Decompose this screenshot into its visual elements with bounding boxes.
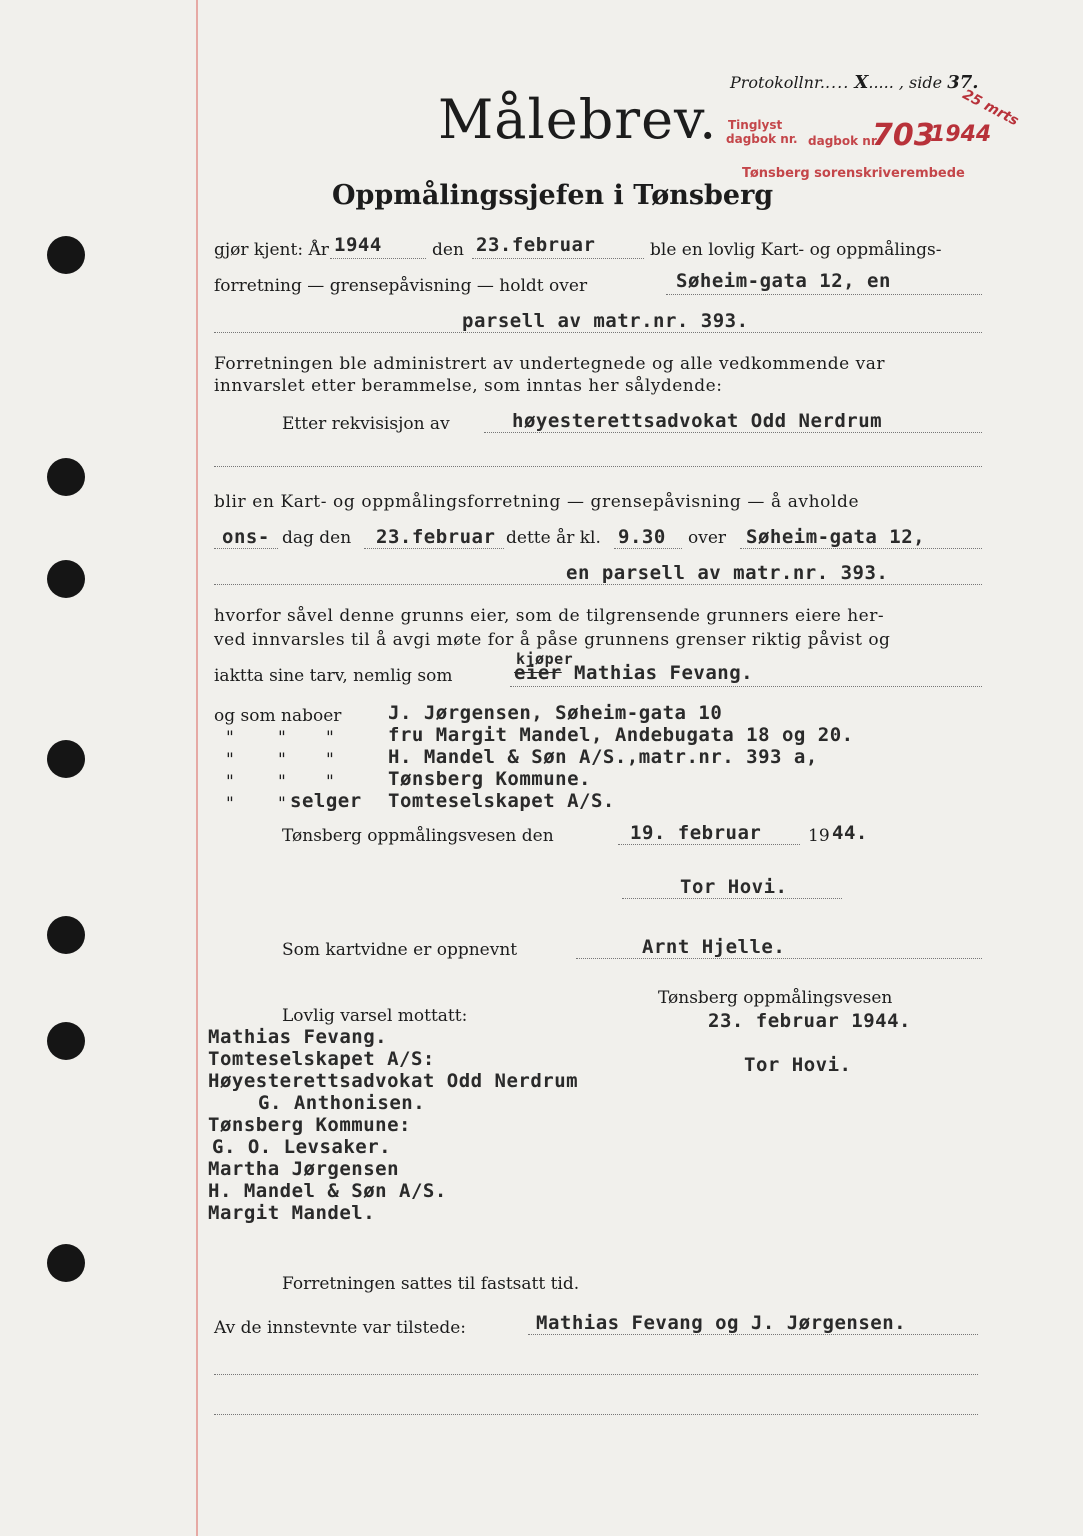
dated-year-suffix: 44. — [832, 822, 868, 844]
document-subtitle: Oppmålingssjefen i Tønsberg — [332, 180, 774, 211]
nabo-row: Tomteselskapet A/S. — [388, 790, 615, 812]
varsel-name: H. Mandel & Søn A/S. — [208, 1180, 447, 1202]
iaktta-label: iaktta sine tarv, nemlig som — [214, 666, 453, 686]
iaktta-value: Mathias Fevang. — [574, 662, 754, 684]
fill-line — [666, 294, 982, 295]
fill-line — [472, 258, 644, 259]
document-title: Målebrev. — [438, 88, 718, 151]
closing-label: Av de innstevnte var tilstede: — [214, 1318, 467, 1338]
fill-line — [510, 686, 982, 687]
side-label: , side — [898, 73, 943, 92]
para2-place-1: Søheim-gata 12, — [746, 526, 926, 548]
margin-rule — [196, 0, 198, 1536]
para2-label-aar: dette år kl. — [506, 528, 601, 548]
fill-line — [364, 548, 504, 549]
varsel-name: G. Anthonisen. — [258, 1092, 426, 1114]
varsel-name: Høyesterettsadvokat Odd Nerdrum — [208, 1070, 579, 1092]
nabo-row: fru Margit Mandel, Andebugata 18 og 20. — [388, 724, 854, 746]
fill-line — [622, 898, 842, 899]
fill-line — [214, 584, 982, 585]
closing-line1: Forretningen sattes til fastsatt tid. — [282, 1274, 580, 1294]
fill-line — [484, 432, 982, 433]
intro-label-4: forretning — grensepåvisning — holdt over — [214, 276, 588, 296]
punch-hole — [47, 740, 85, 778]
punch-hole — [47, 560, 85, 598]
fill-line — [614, 548, 682, 549]
ditto-mark: " — [226, 750, 234, 770]
fill-line — [214, 466, 982, 467]
kartvidne-value: Arnt Hjelle. — [642, 936, 786, 958]
ditto-mark: " — [278, 750, 286, 770]
dated-year-prefix: 19 — [808, 826, 830, 846]
intro-label-1: gjør kjent: År — [214, 240, 329, 260]
intro-place-2: parsell av matr.nr. 393. — [462, 310, 749, 332]
varsel-heading: Lovlig varsel mottatt: — [282, 1006, 468, 1026]
protokoll-label: Protokollnr. — [730, 73, 825, 92]
punch-hole — [47, 458, 85, 496]
varsel-name: Margit Mandel. — [208, 1202, 376, 1224]
para3-line1: hvorfor såvel denne grunns eier, som de tilgrensende grunners eiere her- — [214, 606, 885, 626]
ditto-mark: " — [278, 772, 286, 792]
fill-line — [214, 1374, 978, 1375]
fill-line — [740, 548, 982, 549]
para2-place-2: en parsell av matr.nr. 393. — [566, 562, 889, 584]
stamp-office: Tønsberg sorenskriverembede — [742, 166, 965, 181]
para1-line2: innvarslet etter berammelse, som inntas her sålydende: — [214, 376, 723, 396]
para1-line1: Forretningen ble administrert av undertegnede og alle vedkommende var — [214, 354, 886, 374]
intro-year: 1944 — [334, 234, 382, 256]
fill-line — [528, 1334, 978, 1335]
varsel-name: Tønsberg Kommune: — [208, 1114, 411, 1136]
fill-line — [330, 258, 426, 259]
ditto-mark: " — [278, 794, 286, 814]
intro-label-3: ble en lovlig Kart- og oppmålings- — [650, 240, 942, 260]
fill-line — [214, 548, 278, 549]
iaktta-struck: eier — [514, 662, 562, 684]
protokoll-line: Protokollnr..... X..... , side 37. — [730, 72, 979, 93]
varsel-name: Martha Jørgensen — [208, 1158, 400, 1180]
closing-value: Mathias Fevang og J. Jørgensen. — [536, 1312, 907, 1334]
para2-label-dag: dag den — [282, 528, 352, 548]
para2-time: 9.30 — [618, 526, 666, 548]
stamp-date: 25 mrts — [959, 86, 1022, 130]
protokoll-value: X — [854, 72, 869, 93]
para2-line1: blir en Kart- og oppmålingsforretning — grensepåvisning — å avholde — [214, 492, 860, 512]
dated-date: 19. februar — [630, 822, 762, 844]
punch-hole — [47, 236, 85, 274]
stamp-year: 1944 — [930, 122, 992, 147]
fill-line — [618, 844, 800, 845]
para2-label-over: over — [688, 528, 727, 548]
varsel-name: G. O. Levsaker. — [212, 1136, 392, 1158]
ditto-mark: " — [326, 772, 334, 792]
stamp-line2: dagbok nr. — [726, 132, 798, 146]
registration-stamp — [728, 118, 798, 146]
varsel-name: Tomteselskapet A/S: — [208, 1048, 435, 1070]
office-line1: Tønsberg oppmålingsvesen — [658, 988, 893, 1008]
kartvidne-label: Som kartvidne er oppnevnt — [282, 940, 518, 960]
office-name: Tor Hovi. — [744, 1054, 852, 1076]
selger-label: selger — [290, 790, 362, 812]
intro-place-1: Søheim-gata 12, en — [676, 270, 891, 292]
ditto-mark: " — [226, 728, 234, 748]
ditto-mark: " — [226, 794, 234, 814]
para2-weekday: ons- — [222, 526, 270, 548]
ditto-mark: " — [278, 728, 286, 748]
ditto-mark: " — [226, 772, 234, 792]
stamp-dagbok-label: dagbok nr. — [808, 134, 880, 148]
varsel-name: Mathias Fevang. — [208, 1026, 388, 1048]
nabo-row: Tønsberg Kommune. — [388, 768, 591, 790]
stamp-dagbok-number: 703 — [872, 118, 935, 153]
fill-line — [214, 332, 982, 333]
intro-label-2: den — [432, 240, 464, 260]
ditto-mark: " — [326, 728, 334, 748]
nabo-row: H. Mandel & Søn A/S.,matr.nr. 393 a, — [388, 746, 818, 768]
fill-line — [214, 1414, 978, 1415]
nabo-row: J. Jørgensen, Søheim-gata 10 — [388, 702, 723, 724]
signature-1: Tor Hovi. — [680, 876, 788, 898]
ditto-mark: " — [326, 750, 334, 770]
para2-date: 23.februar — [376, 526, 496, 548]
intro-date: 23.februar — [476, 234, 596, 256]
punch-hole — [47, 1244, 85, 1282]
punch-hole — [47, 916, 85, 954]
rekvisisjon-label: Etter rekvisisjon av — [282, 414, 450, 434]
rekvisisjon-value: høyesterettsadvokat Odd Nerdrum — [512, 410, 883, 432]
office-date: 23. februar 1944. — [708, 1010, 911, 1032]
stamp-line1: Tinglyst — [728, 118, 783, 132]
fill-line — [576, 958, 982, 959]
para3-line2: ved innvarsles til å avgi møte for å påse grunnens grenser riktig påvist og — [214, 630, 891, 650]
side-value: 37. — [947, 72, 979, 93]
dated-label: Tønsberg oppmålingsvesen den — [282, 826, 554, 846]
naboer-label: og som naboer — [214, 706, 342, 726]
punch-hole — [47, 1022, 85, 1060]
iaktta-inserted: kjøper — [516, 650, 574, 668]
